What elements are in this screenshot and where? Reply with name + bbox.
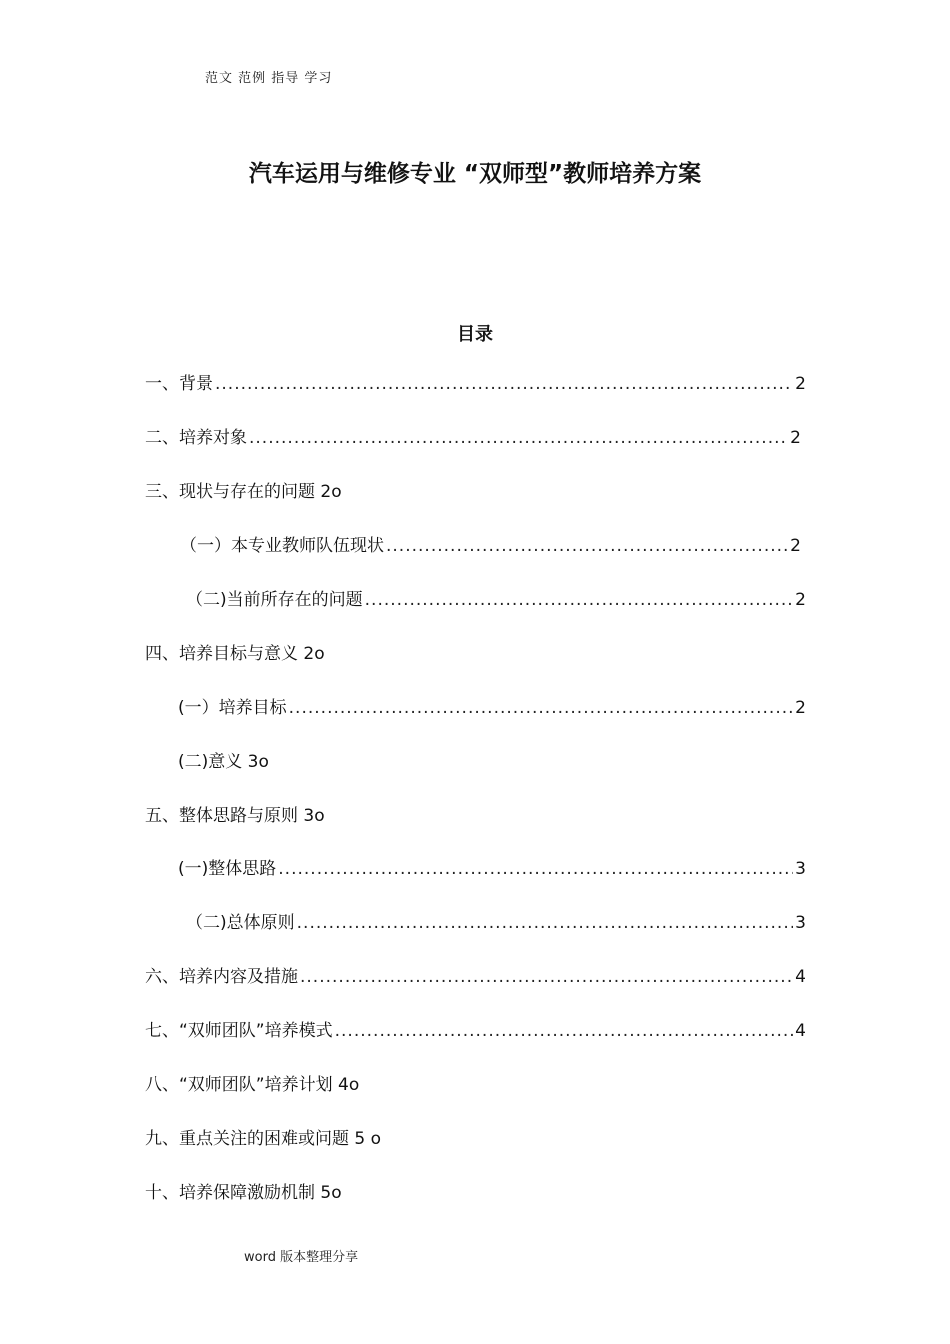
toc-entry-page: 2 <box>795 698 806 718</box>
toc-entry[interactable] <box>186 912 806 934</box>
toc-dot-leader <box>249 427 788 449</box>
document-title: 汽车运用与维修专业 “双师型”教师培养方案 <box>248 161 702 187</box>
toc-entry-page: 3 <box>795 913 806 933</box>
toc-entry[interactable] <box>145 1182 342 1204</box>
toc-entry-label: 九、重点关注的困难或问题 5 o <box>145 1129 382 1149</box>
toc-entry-label: 一、背景 <box>145 374 213 394</box>
toc-dot-leader <box>215 373 793 395</box>
toc-entry-label: 五、整体思路与原则 3o <box>145 806 325 826</box>
toc-entry-label: （二)当前所存在的问题 <box>186 590 363 610</box>
toc-entry-page: 2 <box>790 428 801 448</box>
toc-entry-page: 2 <box>790 536 801 556</box>
toc-entry[interactable] <box>145 1020 806 1042</box>
toc-entry[interactable] <box>145 1074 359 1096</box>
toc-entry-label: （一）本专业教师队伍现状 <box>180 536 384 556</box>
toc-dot-leader <box>297 912 794 934</box>
toc-entry[interactable] <box>186 589 806 611</box>
toc-dot-leader <box>365 589 794 611</box>
toc-heading: 目录 <box>457 324 493 345</box>
toc-entry-label: (一)整体思路 <box>178 859 277 879</box>
toc-entry[interactable] <box>145 373 806 395</box>
toc-entry-page: 3 <box>795 859 806 879</box>
toc-entry-page: 2 <box>795 590 806 610</box>
toc-entry-label: 六、培养内容及措施 <box>145 967 298 987</box>
toc-entry-label: 八、“双师团队”培养计划 4o <box>145 1075 360 1095</box>
toc-entry[interactable] <box>145 427 801 449</box>
toc-entry[interactable] <box>145 481 342 503</box>
toc-entry-page: 4 <box>795 967 806 987</box>
toc-entry[interactable] <box>145 643 325 665</box>
toc-entry[interactable] <box>178 751 269 773</box>
toc-dot-leader <box>335 1020 794 1042</box>
toc-entry-label: 七、“双师团队”培养模式 <box>145 1021 333 1041</box>
header-note: 范文 范例 指导 学习 <box>205 71 333 86</box>
toc-entry-page: 2 <box>795 374 806 394</box>
toc-entry[interactable] <box>180 535 801 557</box>
toc-entry[interactable] <box>145 1128 381 1150</box>
toc-dot-leader <box>289 697 794 719</box>
toc-dot-leader <box>386 535 788 557</box>
toc-entry-label: （二)总体原则 <box>186 913 295 933</box>
toc-entry[interactable] <box>145 805 325 827</box>
toc-entry-label: 十、培养保障激励机制 5o <box>145 1183 342 1203</box>
toc-entry-label: 三、现状与存在的问题 2o <box>145 482 342 502</box>
toc-entry-label: (二)意义 3o <box>178 752 269 772</box>
toc-entry[interactable] <box>145 966 806 988</box>
footer-note: word 版本整理分享 <box>244 1250 359 1265</box>
toc-entry[interactable] <box>178 858 806 880</box>
toc-entry[interactable] <box>178 697 806 719</box>
toc-entry-label: (一）培养目标 <box>178 698 287 718</box>
toc-dot-leader <box>300 966 793 988</box>
toc-dot-leader <box>278 858 793 880</box>
toc-entry-page: 4 <box>795 1021 806 1041</box>
toc-entry-label: 二、培养对象 <box>145 428 247 448</box>
toc-entry-label: 四、培养目标与意义 2o <box>145 644 325 664</box>
